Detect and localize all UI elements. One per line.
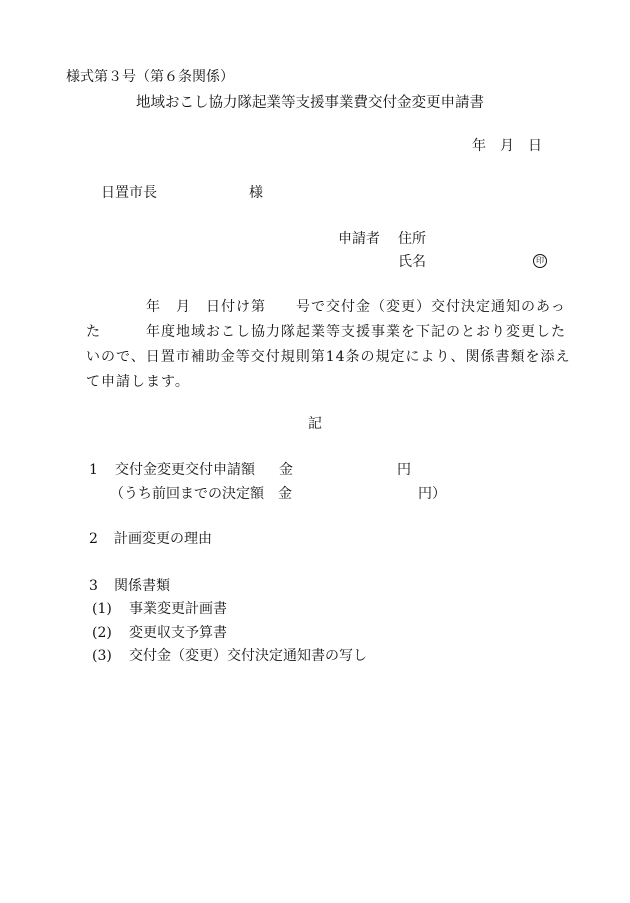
form-number: 様式第３号（第６条関係） [66, 69, 234, 85]
item-2-label: 計画変更の理由 [114, 531, 212, 547]
doc-1-label: 事業変更計画書 [129, 601, 227, 617]
body-line-3: いので、日置市補助金等交付規則第14条の規定により、関係書類を添え [86, 349, 571, 365]
address-label: 住所 [398, 231, 426, 247]
doc-2-label: 変更収支予算書 [129, 625, 227, 641]
seal-mark: 印 [533, 254, 547, 268]
doc-3-number: (3) [92, 648, 112, 664]
doc-3-label: 交付金（変更）交付決定通知書の写し [129, 648, 367, 664]
applicant-label: 申請者 [338, 231, 380, 247]
doc-1-number: (1) [92, 601, 112, 617]
record-heading: 記 [308, 416, 322, 432]
item-3-label: 関係書類 [114, 578, 170, 594]
item-1-label: 交付金変更交付申請額 [115, 462, 255, 478]
doc-2-number: (2) [92, 625, 112, 641]
document-title: 地域おこし協力隊起業等支援事業費交付金変更申請書 [136, 95, 484, 111]
body-line-4: て申請します。 [86, 374, 190, 390]
item-3-number: 3 [89, 578, 98, 594]
body-paragraph [86, 295, 571, 395]
item-1-previous-amount: （うち前回までの決定額 金 円） [110, 486, 446, 502]
name-label: 氏名 [398, 254, 426, 270]
body-line-1: 年 月 日付け第 号で交付金（変更）交付決定通知のあっ [86, 299, 566, 315]
item-1-number: 1 [89, 462, 98, 478]
addressee: 日置市長 [101, 185, 157, 201]
date-line: 年 月 日 [472, 138, 542, 154]
body-line-2: た 年度地域おこし協力隊起業等支援事業を下記のとおり変更した [86, 324, 566, 340]
honorific: 様 [249, 185, 263, 201]
item-1-currency: 金 [279, 462, 293, 478]
item-1-unit: 円 [397, 462, 411, 478]
item-2-number: 2 [89, 531, 98, 547]
